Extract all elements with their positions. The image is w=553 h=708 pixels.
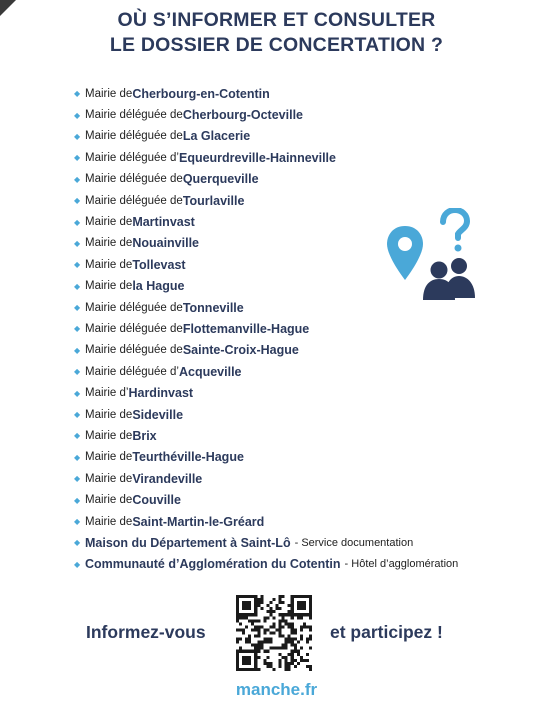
item-place: Tollevast: [132, 257, 186, 272]
cta-participez: et participez !: [330, 622, 443, 642]
diamond-bullet-icon: ◆: [74, 495, 81, 505]
item-place: Acqueville: [178, 364, 242, 379]
item-prefix: Mairie de: [85, 429, 133, 442]
cta-informez-vous: Informez-vous: [86, 622, 206, 642]
list-item: [74, 318, 458, 339]
diamond-bullet-icon: ◆: [74, 452, 81, 462]
diamond-bullet-icon: ◆: [74, 367, 81, 377]
diamond-bullet-icon: ◆: [74, 260, 81, 270]
item-place: Cherbourg-en-Cotentin: [132, 86, 270, 101]
item-prefix: Mairie de: [85, 494, 133, 507]
diamond-bullet-icon: ◆: [74, 431, 81, 441]
diamond-bullet-icon: ◆: [74, 89, 81, 99]
diamond-bullet-icon: ◆: [74, 559, 81, 569]
diamond-bullet-icon: ◆: [74, 324, 81, 334]
qr-code[interactable]: [236, 595, 312, 671]
diamond-bullet-icon: ◆: [74, 153, 81, 163]
item-place: Virandeville: [132, 471, 203, 486]
page-title: [0, 8, 553, 58]
location-pin-question-people-icon: [385, 208, 485, 304]
title-line-2: LE DOSSIER DE CONCERTATION ?: [109, 34, 444, 56]
diamond-bullet-icon: ◆: [74, 345, 81, 355]
location-list: [74, 83, 458, 575]
item-prefix: Mairie de: [85, 451, 133, 464]
item-prefix: Mairie de: [85, 237, 133, 250]
diamond-bullet-icon: ◆: [74, 281, 81, 291]
item-place: Nouainville: [132, 236, 199, 251]
list-item: [74, 468, 458, 489]
list-item: [74, 361, 458, 382]
list-item: [74, 532, 458, 553]
list-item: [74, 83, 458, 104]
item-prefix: Mairie de: [85, 280, 133, 293]
list-item: [74, 554, 458, 575]
list-item: [74, 147, 458, 168]
list-item: [74, 382, 458, 403]
diamond-bullet-icon: ◆: [74, 131, 81, 141]
item-place: Cherbourg-Octeville: [182, 108, 303, 123]
diamond-bullet-icon: ◆: [74, 217, 81, 227]
item-place: Saint-Martin-le-Gréard: [132, 514, 265, 529]
item-prefix: Mairie de: [85, 258, 133, 271]
diamond-bullet-icon: ◆: [74, 303, 81, 313]
item-suffix: - Hôtel d’agglomération: [344, 558, 459, 571]
item-place: Sideville: [132, 407, 184, 422]
diamond-bullet-icon: ◆: [74, 110, 81, 120]
item-prefix: Mairie d’: [85, 387, 129, 400]
item-prefix: Mairie de: [85, 408, 133, 421]
list-item: [74, 425, 458, 446]
item-prefix: Mairie déléguée de: [85, 173, 183, 186]
diamond-bullet-icon: ◆: [74, 474, 81, 484]
item-place: Querqueville: [182, 172, 259, 187]
list-item: [74, 489, 458, 510]
list-item: [74, 447, 458, 468]
item-place: Communauté d’Agglomération du Cotentin: [85, 557, 341, 572]
item-prefix: Mairie de: [85, 472, 133, 485]
item-place: Flottemanville-Hague: [182, 321, 310, 336]
item-place: Brix: [132, 428, 157, 443]
list-item: [74, 126, 458, 147]
diamond-bullet-icon: ◆: [74, 238, 81, 248]
diamond-bullet-icon: ◆: [74, 517, 81, 526]
item-prefix: Mairie de: [85, 515, 133, 528]
item-place: la Hague: [132, 279, 185, 294]
item-prefix: Mairie déléguée d’: [85, 151, 179, 164]
item-place: Hardinvast: [128, 386, 194, 401]
title-line-1: OÙ S’INFORMER ET CONSULTER: [117, 9, 436, 31]
website-link[interactable]: manche.fr: [235, 680, 318, 699]
item-prefix: Mairie de: [85, 87, 133, 100]
item-place: Sainte-Croix-Hague: [182, 343, 299, 358]
item-place: La Glacerie: [182, 129, 251, 144]
item-prefix: Mairie déléguée de: [85, 109, 183, 122]
item-prefix: Mairie déléguée d’: [85, 365, 179, 378]
item-suffix: - Service documentation: [294, 536, 414, 549]
item-place: Tourlaville: [182, 193, 245, 208]
item-place: Teurthéville-Hague: [132, 450, 244, 465]
diamond-bullet-icon: ◆: [74, 196, 81, 206]
list-item: [74, 404, 458, 425]
list-item: [74, 340, 458, 361]
item-prefix: Mairie déléguée de: [85, 344, 183, 357]
list-item: [74, 104, 458, 125]
item-place: Couville: [132, 493, 181, 508]
diamond-bullet-icon: ◆: [74, 410, 81, 420]
item-prefix: Mairie déléguée de: [85, 301, 183, 314]
item-place: Martinvast: [132, 215, 195, 230]
list-item: [74, 169, 458, 190]
item-prefix: Mairie déléguée de: [85, 322, 183, 335]
item-prefix: Mairie de: [85, 216, 133, 229]
list-item: [74, 511, 458, 532]
diamond-bullet-icon: ◆: [74, 174, 81, 184]
item-place: Equeurdreville-Hainneville: [178, 150, 336, 165]
item-place: Tonneville: [182, 300, 244, 315]
diamond-bullet-icon: ◆: [74, 388, 81, 398]
item-prefix: Mairie déléguée de: [85, 194, 183, 207]
diamond-bullet-icon: ◆: [74, 538, 81, 548]
item-prefix: Mairie déléguée de: [85, 130, 183, 143]
item-place: Maison du Département à Saint-Lô: [85, 535, 291, 550]
